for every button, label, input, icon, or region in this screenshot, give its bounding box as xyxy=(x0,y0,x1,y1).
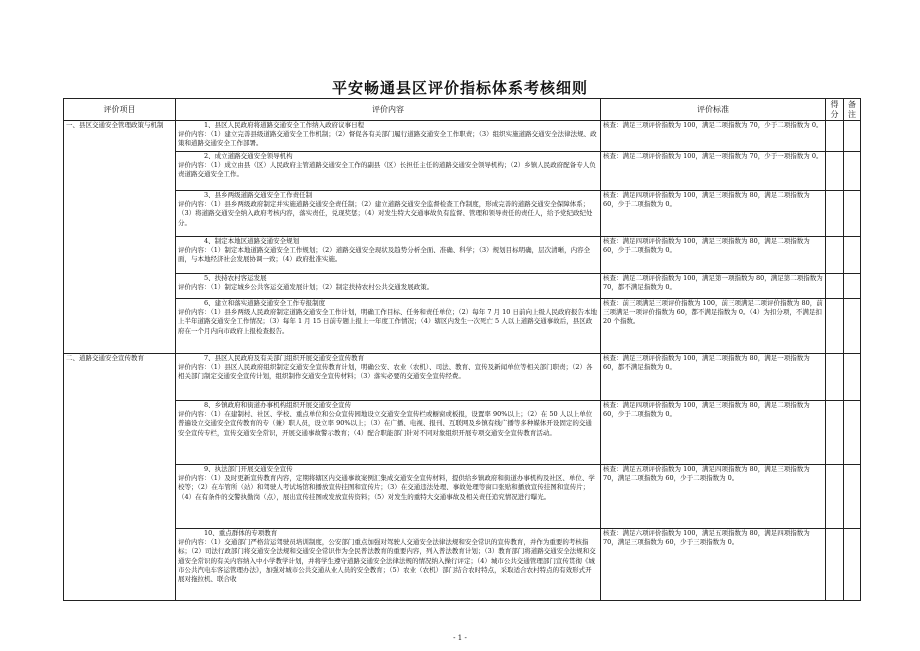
content-cell xyxy=(176,299,601,354)
header-score: 得分 xyxy=(826,99,844,121)
standard-cell: 核查：满足三项评价指数为 100，满足二项指数为 80，满足一项指数为 60，都不满足指数为 0。 xyxy=(601,354,826,401)
item-heading: 6、建立和落实道路交通安全工作专报制度 xyxy=(204,299,326,307)
item-body: 评价内容：（1）制定本地道路交通安全工作规划；（2）道路交通安全现状及趋势分析全面、准确、科学；（3）规划目标明确，层次清晰，内容全面，与本地经济社会发展协调一致；（4）政府批准实施。 xyxy=(178,246,591,264)
note-cell xyxy=(844,121,861,152)
content-cell xyxy=(176,465,601,529)
content-cell xyxy=(176,121,601,152)
standard-cell: 核查：满足六项评价指数为 100，满足五项指数为 80，满足四项指数为 70，满足三项指数为 60，少于三项指数为 0。 xyxy=(601,529,826,601)
table-row xyxy=(64,401,861,465)
note-cell xyxy=(844,354,861,401)
score-cell xyxy=(826,191,844,237)
score-cell xyxy=(826,121,844,152)
score-cell xyxy=(826,237,844,274)
item-heading: 10、重点群体的专项教育 xyxy=(204,529,278,537)
note-cell xyxy=(844,401,861,465)
item-body: 评价内容：（1）交通部门严格营运驾驶员培训制度，公安部门重点加强对驾驶人交通安全法律法规和安全常识的宣传教育，并作为重要的考核指标；（2）司法行政部门将交通安全法规和交通安全常识作为全民普法教育的重要内容，列入普法教育计划；（3）教育部门将道路交通安全法规和交通安全常识的有关内容纳入中小学教学计划，并将学生遵守道路交通安全法律法规的情况纳入操行评定；（4）城市公共交通管理部门宣传贯彻《城市公共汽电车客运管理办法》，加强对城市公共交通从业人员的安全教育；（5）农业（农机）部门结合农时特点，采取适合农村特点的有效形式开展对拖拉机、联合收 xyxy=(178,538,596,584)
table-row xyxy=(64,237,861,274)
standard-cell: 核查：满足四项评价指数为 100，满足三项指数为 80，满足二项指数为 60，少于二项指数为 0。 xyxy=(601,401,826,465)
note-cell xyxy=(844,529,861,601)
item-heading: 9、执法部门开展交通安全宣传 xyxy=(204,465,293,473)
item-body: 评价内容：（1）在建制村、社区、学校、重点单位和公众宣传园地设立交通安全宣传栏或橱窗或板报，设置率 90%以上；（2）在 50 人以上单位普遍设立交通安全宣传教育的专（兼）职人员，设立率 90%以上；（3）在广播、电视、报刊、互联网及乡镇有线广播等多种媒体开设固定的交通安全宣传专栏，宣传交通安全常识，开展交通事故警示教育；（4）配合职能部门针对不同对象组织开展专项交通安全宣传教育活动。 xyxy=(178,410,593,437)
standard-cell: 核查：满足三项评价指数为 100，满足二项指数为 70，少于二项指数为 0。 xyxy=(601,121,826,152)
item-heading: 8、乡镇政府和街道办事机构组织开展交通安全宣传 xyxy=(204,401,352,409)
document-title: 平安畅通县区评价指标体系考核细则 xyxy=(331,79,588,97)
note-cell xyxy=(844,465,861,529)
score-cell xyxy=(826,299,844,354)
evaluation-table xyxy=(63,98,861,601)
standard-cell: 核查：前三项满足三项评价指数为 100，前三项满足二项评价指数为 80，前三项满足一项评价指数为 60，都不满足指数为 0。（4）为扣分项，不满足扣 20 个指数。 xyxy=(601,299,826,354)
header-content: 评价内容 xyxy=(176,99,601,121)
content-cell xyxy=(176,401,601,465)
item-body: 评价内容：（1）建立完善县级道路交通安全工作机制；（2）督促各有关部门履行道路交通安全工作职责；（3）组织实施道路交通安全法律法规、政策和道路交通安全工作部署。 xyxy=(178,130,597,148)
header-project: 评价项目 xyxy=(64,99,176,121)
table-row xyxy=(64,152,861,191)
standard-cell: 核查：满足二项评价指数为 100，满足一项指数为 70，少于一项指数为 0。 xyxy=(601,152,826,191)
score-cell xyxy=(826,401,844,465)
item-heading: 7、县区人民政府及有关部门组织开展交通安全宣传教育 xyxy=(204,354,365,362)
item-body: 评价内容：（1）县区人民政府组织制定交通安全宣传教育计划，明确公安、农业（农机）、司法、教育、宣传及新闻单位等相关部门职责；（2）各相关部门制定交通安全宣传计划，组织制作交通安全宣传材料；（3）落实必要的交通安全宣传经费。 xyxy=(178,363,593,381)
content-cell xyxy=(176,191,601,237)
section-label-1: 一、县区交通安全管理政策与机制 xyxy=(64,121,176,354)
table-row xyxy=(64,191,861,237)
score-cell xyxy=(826,529,844,601)
item-body: 评价内容：（1）制定城乡公共客运交通发展计划；（2）制定扶持农村公共交通发展政策。 xyxy=(178,283,434,292)
content-cell xyxy=(176,274,601,299)
item-body: 评价内容：（1）县乡两级政府制定并实施道路交通安全责任制；（2）建立道路交通安全监督检查工作制度，形成完善的道路交通安全保障体系；（3）将道路交通安全纳入政府考核内容，落实责任，兑现奖惩；（4）对发生特大交通事故负有监督、管理和领导责任的责任人，给予党纪政纪处分。 xyxy=(178,200,593,227)
standard-cell: 核查：满足四项评价指数为 100，满足三项指数为 80，满足二项指数为 60，少于二项指数为 0。 xyxy=(601,237,826,274)
table-row xyxy=(64,465,861,529)
section-label-2: 二、道路交通安全宣传教育 xyxy=(64,354,176,601)
standard-cell: 核查：满足四项评价指数为 100，满足三项指数为 80，满足二项指数为 60，少于二项指数为 0。 xyxy=(601,191,826,237)
table-row xyxy=(64,529,861,601)
item-body: 评价内容：（1）县乡两级人民政府制定道路交通安全工作计划，明确工作目标、任务和责任单位；（2）每年 7 月 10 日前向上级人民政府报告本地上半年道路交通安全工作情况；（3）每年 1 月 15 日前专题上报上一年度工作情况；（4）辖区内发生一次死亡 5 人以上道路交通事故后，县区政府在一个月内向市政府上报检查报告。 xyxy=(178,308,597,335)
content-cell xyxy=(176,529,601,601)
page-number: - 1 - xyxy=(453,634,467,642)
table-row xyxy=(64,274,861,299)
score-cell xyxy=(826,465,844,529)
note-cell xyxy=(844,237,861,274)
table-row xyxy=(64,299,861,354)
standard-cell: 核查：满足五项评价指数为 100，满足四项指数为 80，满足三项指数为 70，满足二项指数为 60，少于二项指数为 0。 xyxy=(601,465,826,529)
table-row xyxy=(64,354,861,401)
item-heading: 5、扶持农村客运发展 xyxy=(204,274,267,282)
score-cell xyxy=(826,152,844,191)
item-heading: 2、成立道路交通安全领导机构 xyxy=(204,152,293,160)
note-cell xyxy=(844,152,861,191)
note-cell xyxy=(844,299,861,354)
header-note: 备注 xyxy=(844,99,861,121)
content-cell xyxy=(176,354,601,401)
table-row xyxy=(64,121,861,152)
score-cell xyxy=(826,354,844,401)
item-heading: 3、县乡两级道路交通安全工作责任制 xyxy=(204,191,313,199)
score-cell xyxy=(826,274,844,299)
header-standard: 评价标准 xyxy=(601,99,826,121)
standard-cell: 核查：满足二项评价指数为 100，满足第一项指数为 80，满足第二项指数为 70，都不满足指数为 0。 xyxy=(601,274,826,299)
item-body: 评价内容：（1）成立由县（区）人民政府主管道路交通安全工作的副县（区）长担任主任的道路交通安全领导机构；（2）乡镇人民政府配备专人负责道路交通安全工作。 xyxy=(178,161,596,179)
note-cell xyxy=(844,191,861,237)
content-cell xyxy=(176,152,601,191)
item-heading: 4、制定本地区道路交通安全规划 xyxy=(204,237,300,245)
note-cell xyxy=(844,274,861,299)
table-header-row xyxy=(64,99,861,121)
item-body: 评价内容：（1）及时更新宣传教育内容，定期将辖区内交通事故案例汇集成交通安全宣传材料，提供给乡镇政府和街道办事机构及社区、单位、学校等；（2）在车管所（站）和驾驶人考试场馆和播放宣传挂图和宣传片；（3）在交通违法处理、事故处理等窗口张贴和播放宣传挂图和宣传片；（4）在有条件的交警执勤岗（点），展出宣传挂图或发放宣传资料；（5）对发生的重特大交通事故及相关责任追究情况进行曝光。 xyxy=(178,474,595,501)
item-heading: 1、县区人民政府将道路交通安全工作纳入政府议事日程 xyxy=(204,121,365,129)
content-cell xyxy=(176,237,601,274)
